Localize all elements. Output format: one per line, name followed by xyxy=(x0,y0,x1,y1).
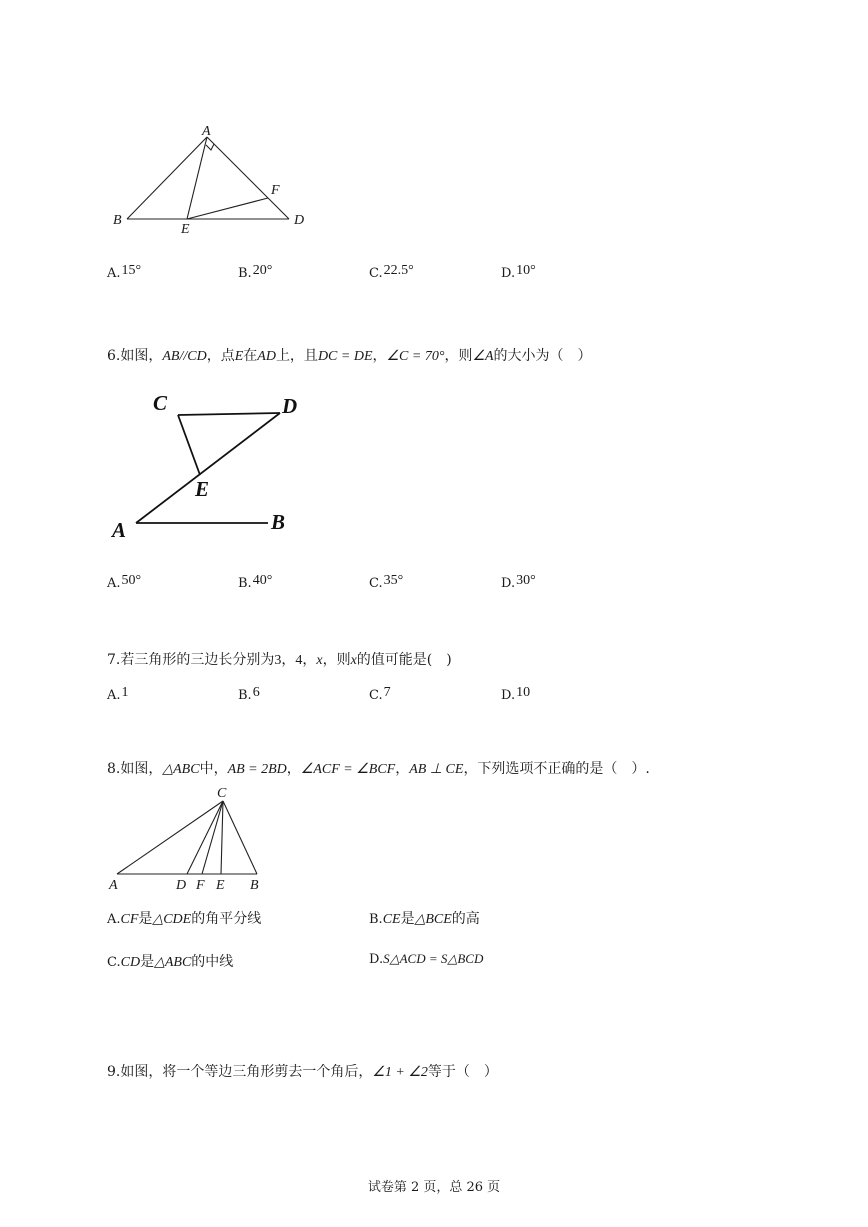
q5-option-d[interactable] xyxy=(501,265,536,282)
question-number: 8. xyxy=(107,761,121,777)
segment-ae xyxy=(187,137,207,219)
stem-math: E xyxy=(234,349,244,364)
stem-text: 在 xyxy=(243,348,258,364)
stem-text: 的大小为（ ） xyxy=(493,348,592,364)
q5-figure xyxy=(105,118,325,243)
stem-text: ， xyxy=(302,652,317,668)
option-math: CE xyxy=(382,912,401,927)
stem-text: ，则 xyxy=(444,348,473,364)
option-text: 的中线 xyxy=(191,954,234,970)
segment-cb xyxy=(223,801,257,874)
question-number: 7. xyxy=(107,652,121,668)
stem-math: DC = DE xyxy=(317,349,373,364)
option-text: 的角平分线 xyxy=(191,911,262,927)
option-key: C. xyxy=(369,266,383,281)
option-key: A. xyxy=(107,912,121,927)
label-d: D xyxy=(176,878,187,893)
question-number: 6. xyxy=(107,348,121,364)
option-text: 是 xyxy=(400,911,415,927)
label-e: E xyxy=(195,477,210,501)
option-value: 15° xyxy=(121,263,142,278)
stem-math: x xyxy=(350,653,357,668)
q5-option-b[interactable] xyxy=(238,265,272,282)
label-c: C xyxy=(153,391,168,415)
label-e: E xyxy=(181,222,190,237)
stem-text: 等于（ ） xyxy=(427,1064,498,1080)
segment-ad xyxy=(207,137,289,219)
option-key: A. xyxy=(107,576,121,591)
option-value: 20° xyxy=(252,263,273,278)
option-value: 50° xyxy=(121,573,142,588)
label-e: E xyxy=(216,878,225,893)
segment-cd xyxy=(178,413,280,415)
option-value: 1 xyxy=(121,685,129,700)
stem-math: ∠1 + ∠2 xyxy=(372,1065,428,1080)
label-a: A xyxy=(202,124,211,139)
stem-text: ， xyxy=(281,652,296,668)
stem-text: 如图，将一个等边三角形剪去一个角后， xyxy=(120,1064,373,1080)
option-key: B. xyxy=(238,266,252,281)
stem-math: ∠ACF = ∠BCF xyxy=(300,762,396,777)
question-number: 9. xyxy=(107,1064,121,1080)
stem-math: 3 xyxy=(274,653,282,668)
stem-text: ， xyxy=(395,761,410,777)
option-key: C. xyxy=(107,955,121,970)
label-f: F xyxy=(196,878,205,893)
q7-option-a[interactable] xyxy=(107,687,129,704)
option-key: D. xyxy=(501,576,516,591)
option-text: 是 xyxy=(138,911,153,927)
stem-math: AB//CD xyxy=(162,349,207,364)
label-d: D xyxy=(282,394,298,418)
option-key: B. xyxy=(238,576,252,591)
option-key: B. xyxy=(369,912,383,927)
option-key: C. xyxy=(369,576,383,591)
q6-option-c[interactable] xyxy=(369,575,403,592)
segment-ce xyxy=(221,801,223,874)
q8-stem xyxy=(107,758,650,778)
label-c: C xyxy=(217,786,227,801)
option-text: 是 xyxy=(140,954,155,970)
stem-text: 的值可能是( ) xyxy=(356,652,452,668)
option-math: △CDE xyxy=(152,912,192,927)
stem-math: AB ⊥ CE xyxy=(409,762,464,777)
option-math: △ABC xyxy=(154,955,192,970)
q8-figure xyxy=(105,783,275,893)
stem-text: ，点 xyxy=(206,348,235,364)
option-value: 22.5° xyxy=(383,263,414,278)
label-b: B xyxy=(271,510,286,534)
stem-text: 中， xyxy=(199,761,228,777)
stem-math: AD xyxy=(257,349,276,364)
stem-text: 如图， xyxy=(120,761,163,777)
q7-stem xyxy=(107,649,452,669)
right-angle-mark xyxy=(206,144,214,150)
label-a: A xyxy=(109,878,118,893)
segment-ad xyxy=(136,413,280,523)
option-key: D. xyxy=(369,952,384,967)
stem-text: ，下列选项不正确的是（ ）. xyxy=(463,761,650,777)
q7-option-d[interactable] xyxy=(501,687,530,704)
q7-option-c[interactable] xyxy=(369,687,391,704)
option-value: 10° xyxy=(516,263,536,278)
segment-ab xyxy=(127,137,207,219)
option-key: B. xyxy=(238,688,252,703)
q8-option-d[interactable] xyxy=(369,951,483,967)
stem-text: ，则 xyxy=(322,652,351,668)
option-math: CD xyxy=(120,955,141,970)
segment-ca xyxy=(117,801,223,874)
option-value: 40° xyxy=(252,573,273,588)
option-key: D. xyxy=(501,266,516,281)
stem-text: ， xyxy=(372,348,387,364)
q5-option-c[interactable] xyxy=(369,265,414,282)
stem-text: 上，且 xyxy=(275,348,318,364)
q6-stem xyxy=(107,345,592,365)
segment-ce xyxy=(178,415,200,475)
q6-option-a[interactable] xyxy=(107,575,141,592)
option-value: 6 xyxy=(252,685,260,700)
stem-text: 如图， xyxy=(120,348,163,364)
page-footer: 试卷第 2 页，总 26 页 xyxy=(367,1180,501,1195)
segment-ef xyxy=(187,198,268,219)
q9-stem xyxy=(107,1061,498,1081)
q7-option-b[interactable] xyxy=(238,687,260,704)
option-key: D. xyxy=(501,688,516,703)
q6-option-b[interactable] xyxy=(238,575,272,592)
q8-option-b[interactable] xyxy=(369,908,480,928)
label-b: B xyxy=(113,213,122,228)
q8-option-a[interactable] xyxy=(107,908,261,928)
option-key: C. xyxy=(369,688,383,703)
stem-math: 4 xyxy=(295,653,303,668)
option-math: △BCE xyxy=(414,912,452,927)
q6-option-d[interactable] xyxy=(501,575,536,592)
stem-math: △ABC xyxy=(162,762,200,777)
stem-math: ∠A xyxy=(472,349,494,364)
q6-figure xyxy=(105,385,325,545)
option-value: 30° xyxy=(516,573,536,588)
q5-option-a[interactable] xyxy=(107,265,141,282)
option-text: 的高 xyxy=(451,911,480,927)
stem-text: ， xyxy=(286,761,301,777)
option-math: CF xyxy=(120,912,139,927)
label-a: A xyxy=(112,518,127,542)
label-b: B xyxy=(250,878,259,893)
stem-math: ∠C = 70° xyxy=(386,349,445,364)
stem-math: AB = 2BD xyxy=(227,762,287,777)
label-f: F xyxy=(271,183,280,198)
option-value: 7 xyxy=(383,685,391,700)
option-value: 10 xyxy=(516,685,531,700)
option-key: A. xyxy=(107,688,121,703)
stem-math: x xyxy=(316,653,323,668)
label-d: D xyxy=(294,213,305,228)
option-key: A. xyxy=(107,266,121,281)
stem-text: 若三角形的三边长分别为 xyxy=(120,652,275,668)
option-math: S△ACD = S△BCD xyxy=(383,951,484,966)
q8-option-c[interactable] xyxy=(107,951,233,971)
option-value: 35° xyxy=(383,573,404,588)
